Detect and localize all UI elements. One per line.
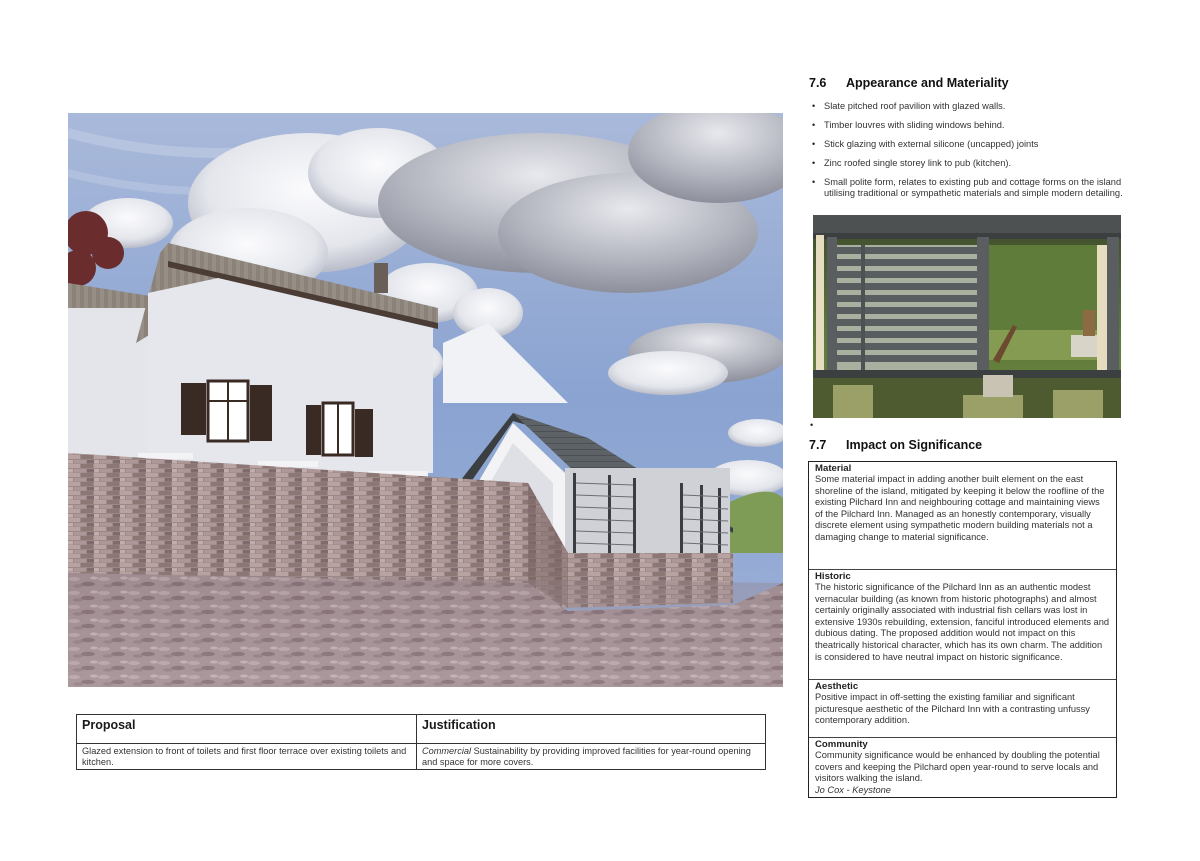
section-title: Appearance and Materiality [846, 76, 1009, 90]
architectural-render-image [68, 113, 783, 687]
row-text: Community significance would be enhanced by doubling the potential covers and keeping the Pilchard open year-round to serve locals and visitors walking the island. [815, 750, 1100, 784]
table-header-row [77, 715, 766, 744]
justification-text: Sustainability by providing improved facilities for year-round opening and space for more covers. [422, 746, 751, 767]
row-text: Some material impact in adding another built element on the east shoreline of the island, mitigated by keeping it below the roofline of the existing Pilchard Inn and neighbouring cottage and maintaining views of the Pilchard Inn. Managed as an honestly contemporary, visually discrete element using sympathetic modern building materials not a damaging change to material significance. [815, 474, 1105, 542]
section-number: 7.6 [809, 76, 827, 90]
precedent-photo [813, 215, 1121, 418]
materiality-bullet-list [812, 101, 1127, 207]
author-signature: Jo Cox - Keystone [815, 784, 891, 795]
row-text: The historic significance of the Pilchard Inn as an authentic modest vernacular building (as known from historic photographs) and almost certainly originally associated with industrial fish cellars was lost in extensive 1930s rebuilding, extension, fanciful introduced elements and dubious dating. The proposed addition would not impact on this theatrically historical character, which has its own charm. The addition is considered to have neutral impact on historic significance. [815, 582, 1110, 662]
row-heading: Material [815, 463, 852, 474]
list-item: • Slate pitched roof pavilion with glazed walls. [812, 101, 1127, 112]
empty-bullet: • [810, 420, 814, 430]
section-7-6-heading [809, 76, 1009, 90]
significance-impact-table [808, 461, 1117, 798]
proposal-cell: Glazed extension to front of toilets and first floor terrace over existing toilets and kitchen. [77, 744, 417, 770]
justification-header: Justification [417, 715, 766, 744]
row-heading: Aesthetic [815, 681, 859, 692]
justification-cell [417, 744, 766, 770]
table-row [77, 744, 766, 770]
proposal-header: Proposal [77, 715, 417, 744]
list-item: • Stick glazing with external silicone (uncapped) joints [812, 139, 1127, 150]
justification-lead: Commercial [422, 746, 472, 756]
photo-illustration [813, 215, 1121, 418]
row-text: Positive impact in off-setting the existing familiar and significant picturesque aesthetic of the Pilchard Inn with a contrasting unfussy contemporary addition. [815, 692, 1090, 726]
impact-row-historic [809, 570, 1116, 680]
row-heading: Historic [815, 571, 851, 582]
row-heading: Community [815, 739, 868, 750]
section-title: Impact on Significance [846, 438, 983, 452]
proposal-justification-table [76, 714, 766, 770]
section-number: 7.7 [809, 438, 827, 452]
impact-row-community [809, 738, 1116, 798]
list-item: • Timber louvres with sliding windows behind. [812, 120, 1127, 131]
list-item: • Zinc roofed single storey link to pub (kitchen). [812, 158, 1127, 169]
render-illustration [68, 113, 783, 687]
impact-row-material [809, 462, 1116, 570]
impact-row-aesthetic [809, 680, 1116, 738]
list-item: • Small polite form, relates to existing pub and cottage forms on the island utilising traditional or sympathetic materials and simple modern detailing. [812, 177, 1127, 199]
section-7-7-heading [809, 438, 982, 452]
